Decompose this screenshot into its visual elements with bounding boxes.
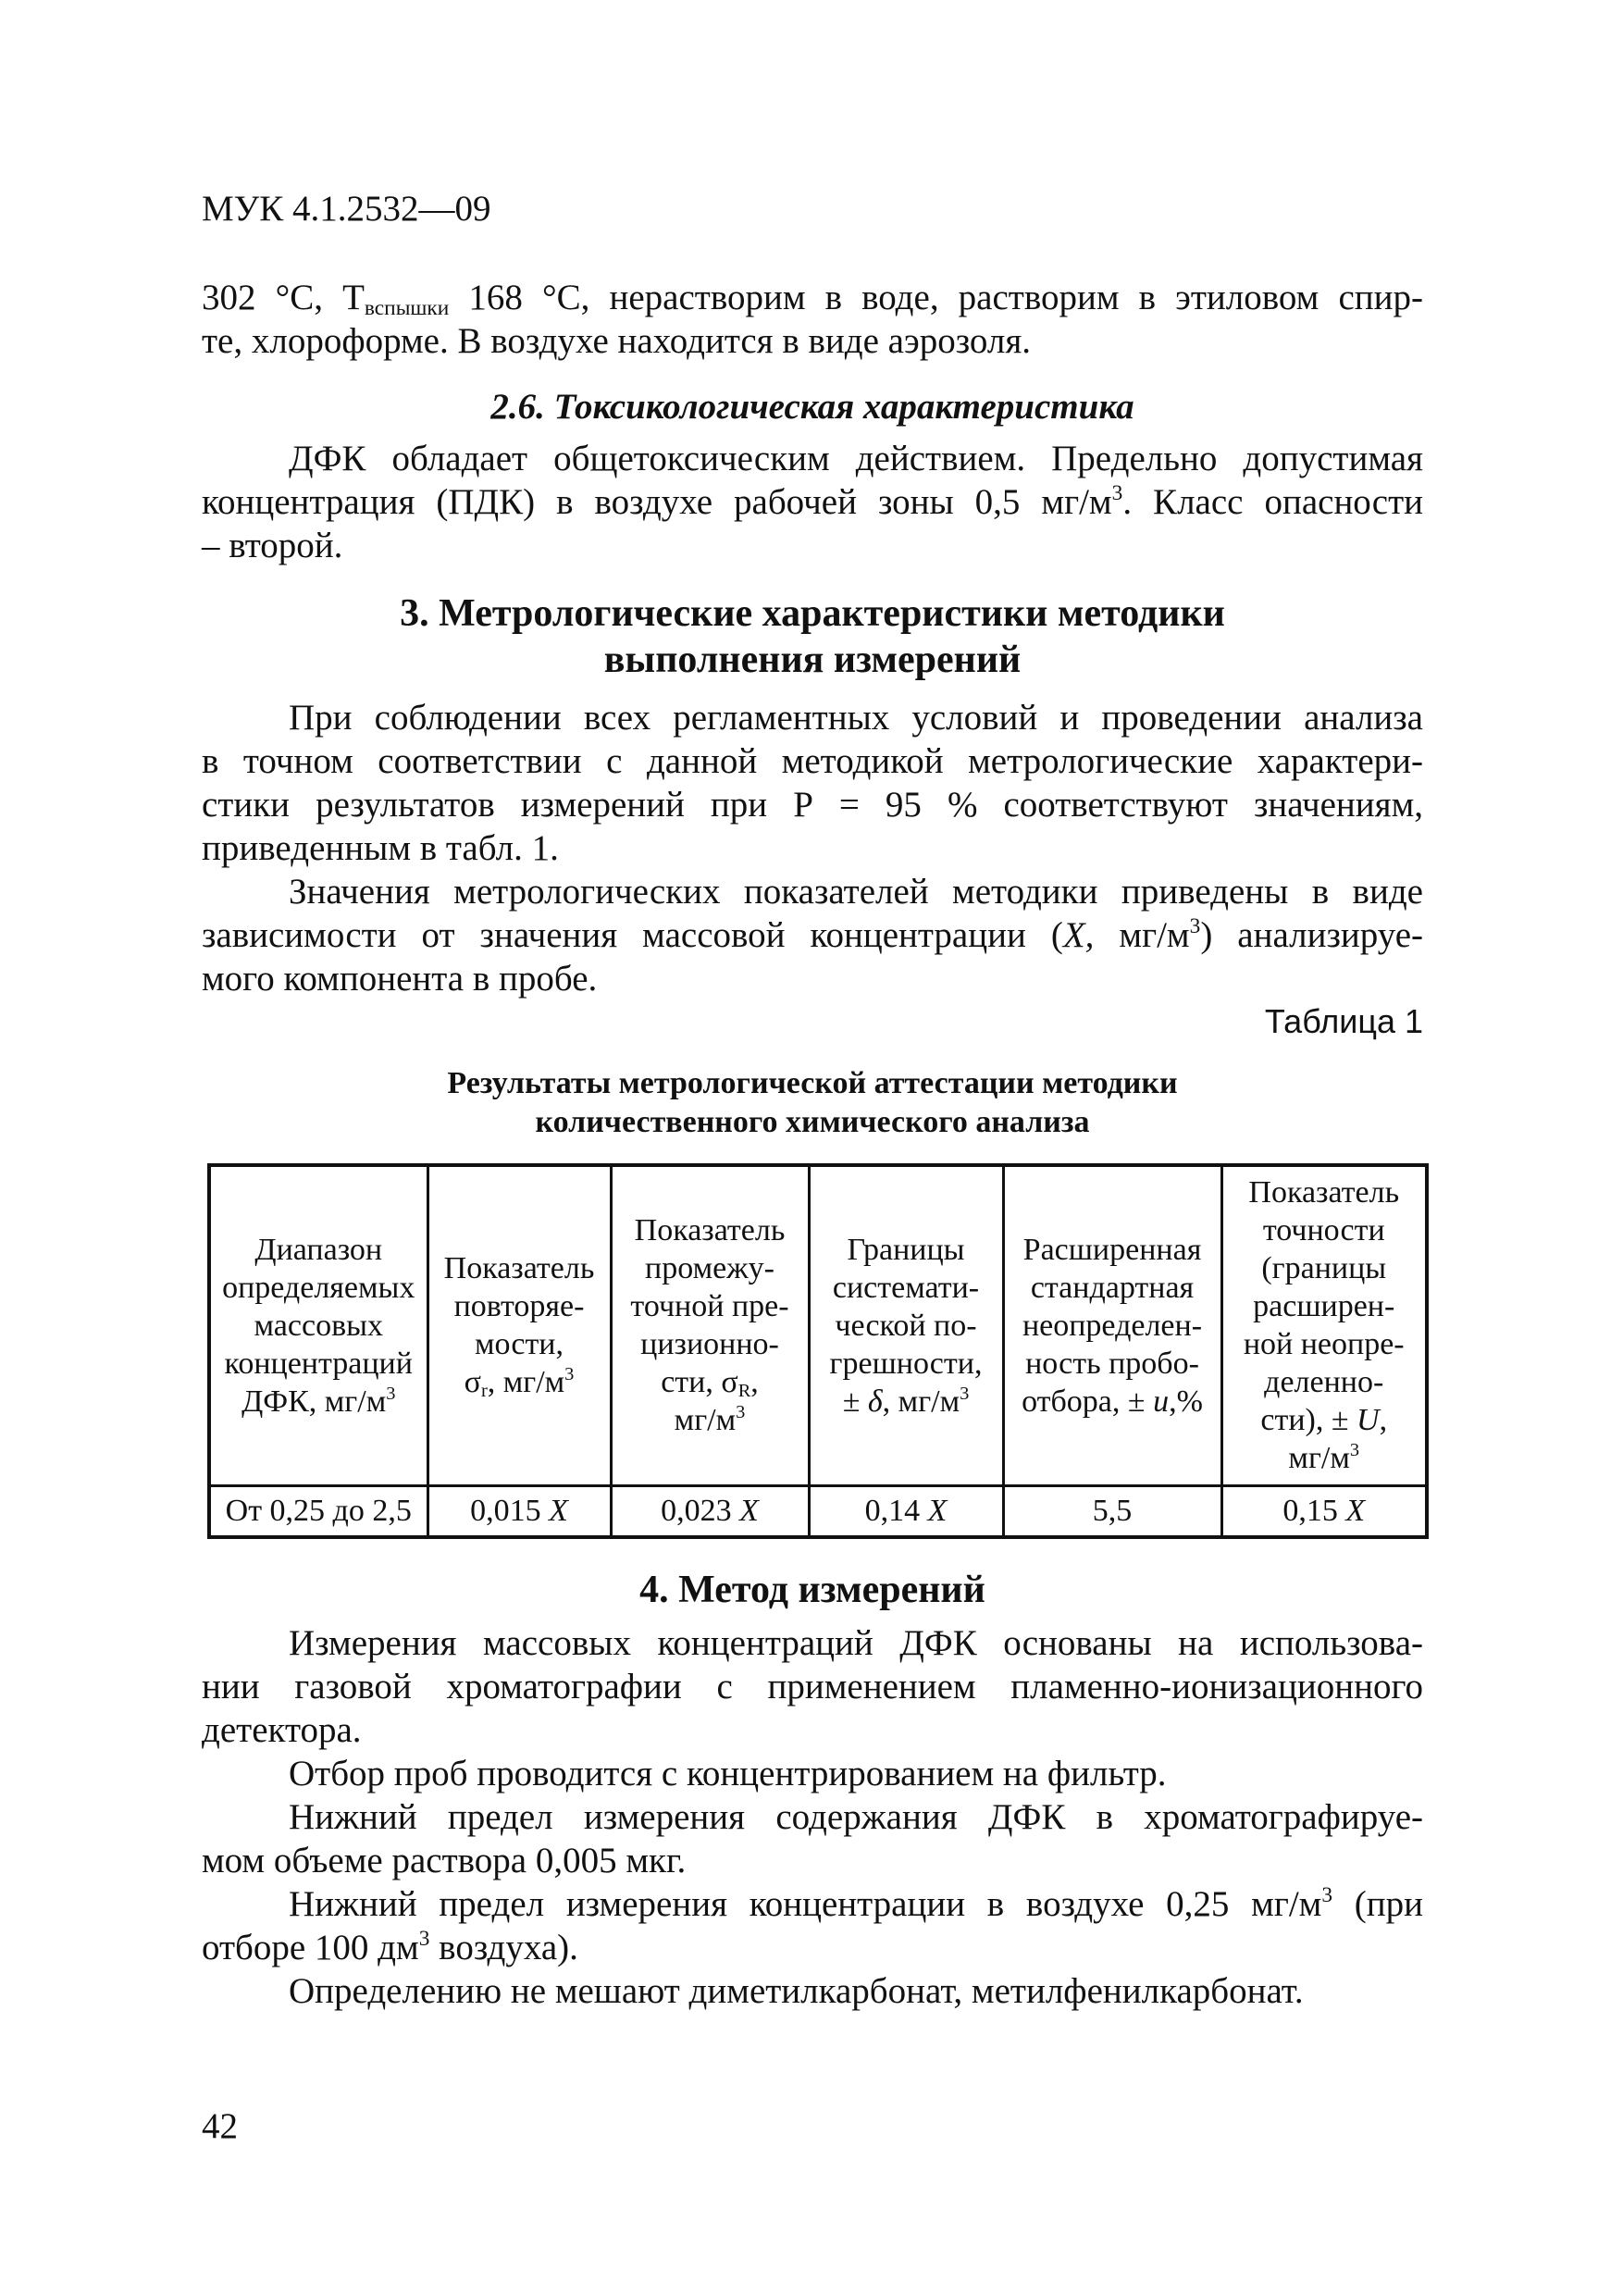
intro-line-1: 302 °С, $Т_{вспышки}$ 168 °С, нерастворим в воде, растворим в этиловом спир- [202, 278, 1423, 320]
method-p1-line-1: Измерения массовых концентраций ДФК основаны на использова- [289, 1623, 1423, 1663]
metrology-p2-line-2: зависимости от значения массовой концентрации (X, $мг/м^3$) анализируе- [202, 913, 1423, 955]
cell-sampling-uncertainty: 5,5 [1003, 1485, 1221, 1537]
section-3-heading-line-2: выполнения измерений [603, 639, 1022, 681]
metrology-p1-line-1: При соблюдении всех регламентных условий и проведении анализа [289, 698, 1423, 738]
method-p2: Отбор проб проводится с концентрированием на фильтр. [289, 1754, 1167, 1793]
table-caption-line-1: Результаты метрологической аттестации методики [447, 1066, 1178, 1100]
cell-bias-bounds: 0,14 X [809, 1485, 1003, 1537]
method-p3-line-2: мом объеме раствора 0,005 мкг. [202, 1841, 687, 1880]
metrology-p2-line-3: мого компонента в пробе. [202, 959, 598, 999]
header-repeatability: Показатель повторяе- мости, $\sigma_r$, $мг/м^3$ [427, 1165, 611, 1485]
header-systematic-error-bounds: Границы системати- ческой по- грешности, ± δ, $мг/м^3$ [809, 1165, 1003, 1485]
page-number: 42 [202, 2106, 238, 2146]
header-concentration-range: Диапазон определяемых массовых концентраций ДФК, $мг/м^3$ [209, 1165, 427, 1485]
section-3-heading-line-1: 3. Метрологические характеристики методики [400, 592, 1225, 635]
cell-repeatability: 0,015 X [427, 1485, 611, 1537]
table-caption-line-2: количественного химического анализа [535, 1105, 1090, 1139]
cell-range: От 0,25 до 2,5 [209, 1485, 427, 1537]
section-4-heading: 4. Метод измерений [639, 1569, 985, 1611]
method-p1-line-2: нии газовой хроматографии с применением пламенно-ионизационного [202, 1667, 1423, 1706]
metrology-p1-line-2: в точном соответствии с данной методикой метрологические характери- [202, 741, 1423, 781]
method-p5: Определению не мешают диметилкарбонат, метилфенилкарбонат. [289, 1971, 1304, 2011]
metrology-p2-line-1: Значения метрологических показателей методики приведены в виде [289, 872, 1423, 912]
method-p4-line-2: отборе 100 $дм^3$ воздуха). [202, 1926, 578, 1967]
table-row [209, 1485, 1427, 1537]
toxicology-line-1: ДФК обладает общетоксическим действием. Предельно допустимая [289, 439, 1423, 478]
metrology-p1-line-4: приведенным в табл. 1. [202, 828, 559, 868]
table-header-row [209, 1165, 1427, 1485]
cell-accuracy: 0,15 X [1221, 1485, 1427, 1537]
metrology-paragraph-1 [202, 696, 1423, 870]
table-caption [202, 1064, 1423, 1142]
metrology-paragraph-2 [202, 870, 1423, 1000]
toxicology-paragraph [202, 437, 1423, 567]
intro-paragraph [202, 276, 1423, 363]
method-p4-line-1: Нижний предел измерения концентрации в воздухе 0,25 $мг/м^3$ (при [289, 1882, 1423, 1924]
section-3-heading [202, 590, 1423, 683]
metrology-p1-line-3: стики результатов измерений при Р = 95 % соответствуют значениям, [202, 785, 1423, 825]
method-p3-line-1: Нижний предел измерения содержания ДФК в хроматографируе- [289, 1797, 1423, 1837]
header-intermediate-precision: Показатель промежу- точной пре- цизионно- сти, $\sigma_R$, $мг/м^3$ [611, 1165, 809, 1485]
header-accuracy-indicator: Показатель точности (границы расширен- ной неопре- деленно- сти), ± U, $мг/м^3$ [1221, 1165, 1427, 1485]
toxicology-line-2: концентрация (ПДК) в воздухе рабочей зоны 0,5 $мг/м^3$. Класс опасности [202, 480, 1424, 522]
header-sampling-uncertainty: Расширенная стандартная неопределен- ность пробо- отбора, ± u,% [1003, 1165, 1221, 1485]
toxicology-line-3: – второй. [202, 526, 343, 565]
cell-intermediate-precision: 0,023 X [611, 1485, 809, 1537]
table-label: Таблица 1 [1264, 1002, 1423, 1040]
section-2-6-heading: 2.6. Токсикологическая характеристика [490, 387, 1134, 427]
method-paragraphs [202, 1621, 1423, 2013]
intro-line-2: те, хлороформе. В воздухе находится в виде аэрозоля. [202, 321, 1032, 361]
document-code-header: МУК 4.1.2532—09 [202, 189, 491, 229]
metrology-table [207, 1163, 1429, 1539]
method-p1-line-3: детектора. [202, 1710, 362, 1750]
